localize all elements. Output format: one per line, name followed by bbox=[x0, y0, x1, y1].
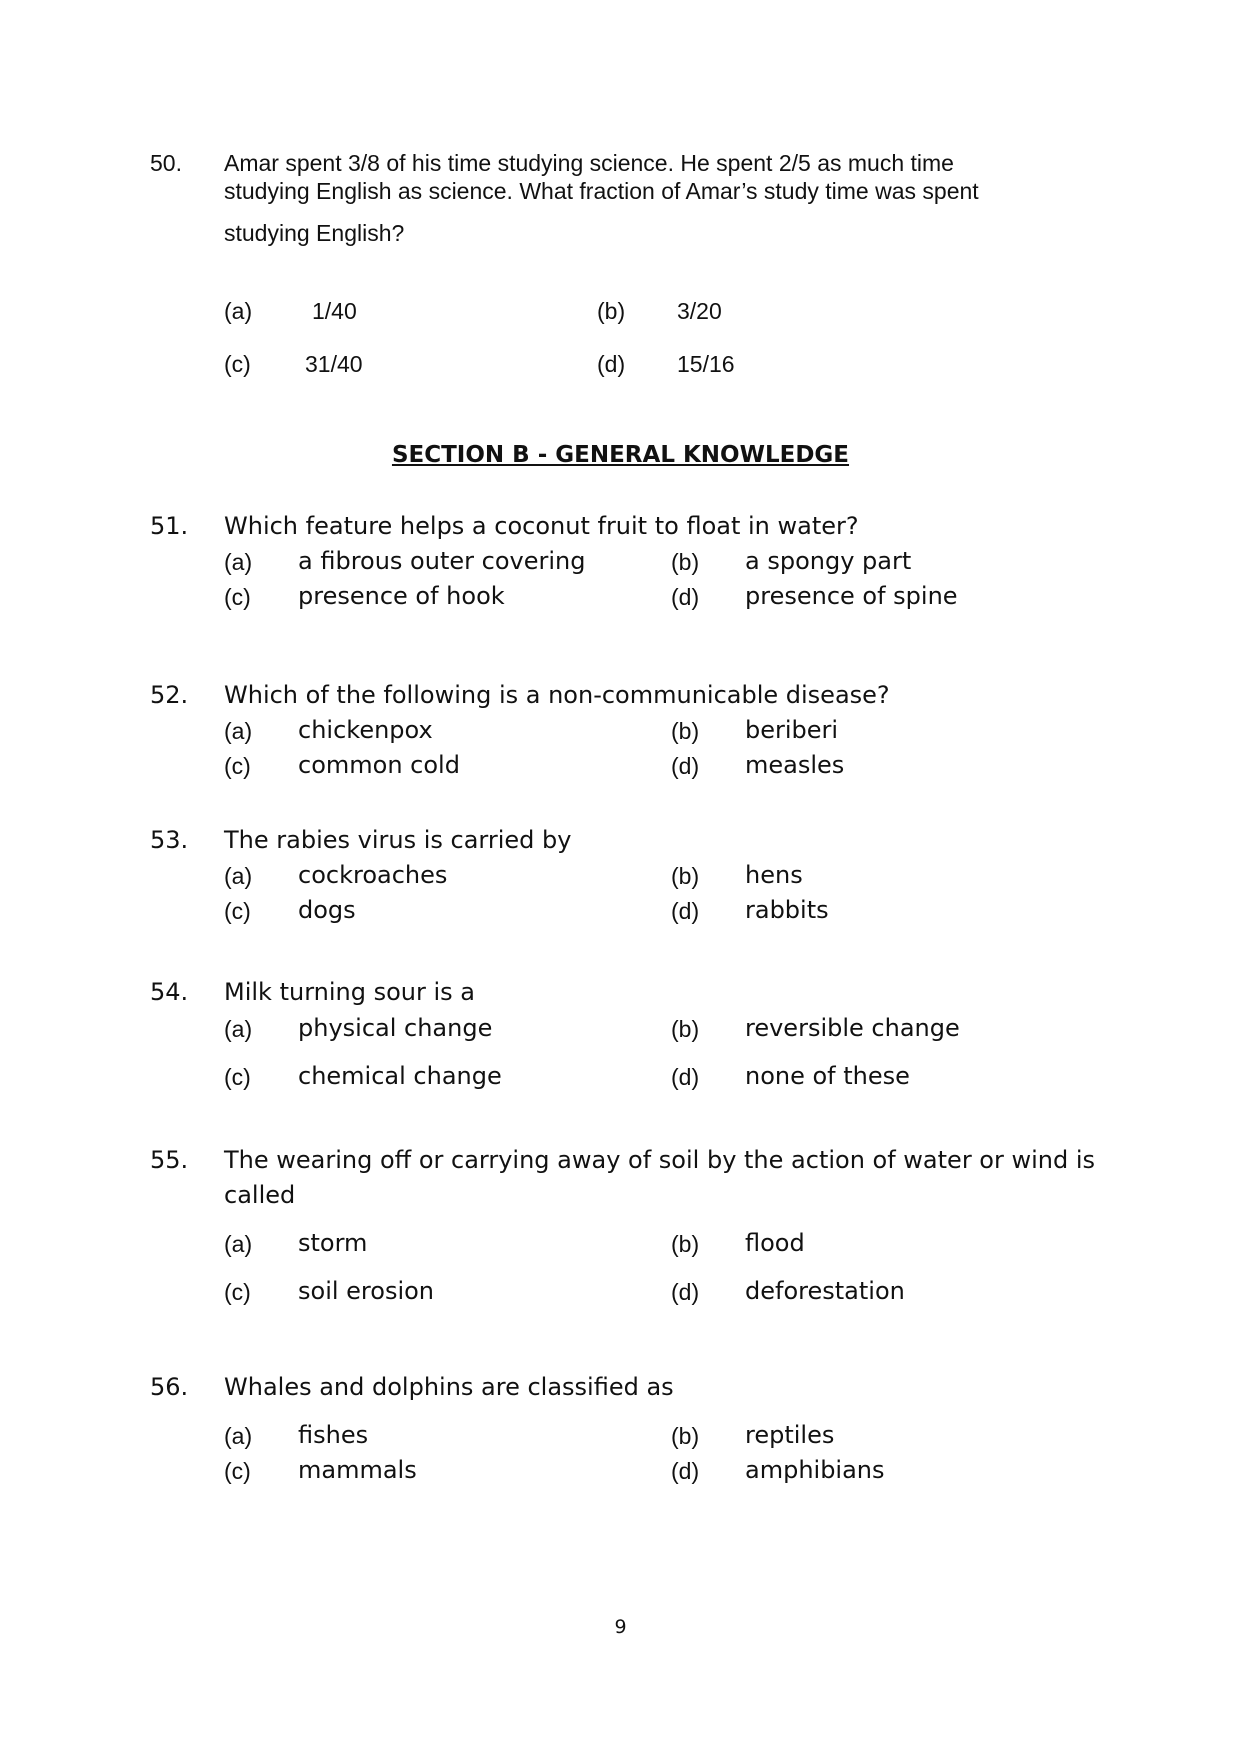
question-number: 51. bbox=[150, 512, 189, 540]
option-letter: (b) bbox=[671, 1423, 700, 1449]
question-text: The rabies virus is carried by bbox=[224, 826, 572, 854]
option-letter: (b) bbox=[671, 1016, 700, 1042]
option-text: presence of hook bbox=[298, 582, 505, 610]
question-number: 55. bbox=[150, 1146, 189, 1174]
option-letter: (b) bbox=[671, 718, 700, 744]
question-text: Whales and dolphins are classified as bbox=[224, 1373, 674, 1401]
option-text: a spongy part bbox=[745, 547, 912, 575]
question-text-line: studying English? bbox=[224, 220, 405, 246]
option-letter: (a) bbox=[224, 298, 253, 324]
option-letter: (c) bbox=[224, 753, 251, 779]
option-text: chemical change bbox=[298, 1062, 502, 1090]
option-text: reptiles bbox=[745, 1421, 835, 1449]
question-text-line: Amar spent 3/8 of his time studying science. He spent 2/5 as much time bbox=[224, 150, 954, 176]
option-text: reversible change bbox=[745, 1014, 960, 1042]
option-text: 3/20 bbox=[677, 298, 722, 324]
question-number: 52. bbox=[150, 681, 189, 709]
option-letter: (d) bbox=[671, 1279, 700, 1305]
option-letter: (b) bbox=[671, 1231, 700, 1257]
option-text: cockroaches bbox=[298, 861, 448, 889]
option-text: beriberi bbox=[745, 716, 839, 744]
option-text: fishes bbox=[298, 1421, 369, 1449]
option-text: 31/40 bbox=[305, 351, 363, 377]
option-letter: (d) bbox=[671, 898, 700, 924]
option-text: amphibians bbox=[745, 1456, 885, 1484]
option-letter: (d) bbox=[671, 1064, 700, 1090]
option-text: rabbits bbox=[745, 896, 829, 924]
option-text: storm bbox=[298, 1229, 368, 1257]
option-letter: (d) bbox=[671, 753, 700, 779]
option-letter: (c) bbox=[224, 1064, 251, 1090]
option-letter: (c) bbox=[224, 351, 251, 377]
option-letter: (d) bbox=[597, 351, 626, 377]
option-text: hens bbox=[745, 861, 803, 889]
question-text-line: studying English as science. What fraction of Amar’s study time was spent bbox=[224, 178, 979, 204]
option-text: physical change bbox=[298, 1014, 493, 1042]
option-letter: (a) bbox=[224, 1016, 253, 1042]
question-number: 53. bbox=[150, 826, 189, 854]
option-text: deforestation bbox=[745, 1277, 905, 1305]
question-text: Which feature helps a coconut fruit to float in water? bbox=[224, 512, 859, 540]
question-text-line: called bbox=[224, 1181, 296, 1209]
option-text: flood bbox=[745, 1229, 805, 1257]
question-number: 54. bbox=[150, 978, 189, 1006]
section-title: SECTION B - GENERAL KNOWLEDGE bbox=[391, 442, 850, 468]
option-letter: (c) bbox=[224, 1279, 251, 1305]
option-text: none of these bbox=[745, 1062, 910, 1090]
option-letter: (c) bbox=[224, 584, 251, 610]
option-letter: (c) bbox=[224, 898, 251, 924]
option-letter: (b) bbox=[671, 549, 700, 575]
option-text: dogs bbox=[298, 896, 356, 924]
option-letter: (a) bbox=[224, 718, 253, 744]
option-letter: (b) bbox=[597, 298, 626, 324]
option-text: mammals bbox=[298, 1456, 417, 1484]
option-letter: (a) bbox=[224, 549, 253, 575]
question-number: 56. bbox=[150, 1373, 189, 1401]
option-text: common cold bbox=[298, 751, 460, 779]
option-letter: (b) bbox=[671, 863, 700, 889]
option-letter: (d) bbox=[671, 584, 700, 610]
question-text: Which of the following is a non-communicable disease? bbox=[224, 681, 890, 709]
option-letter: (a) bbox=[224, 863, 253, 889]
question-number: 50. bbox=[150, 150, 182, 176]
option-text: a fibrous outer covering bbox=[298, 547, 586, 575]
option-letter: (a) bbox=[224, 1231, 253, 1257]
option-text: 1/40 bbox=[312, 298, 357, 324]
option-text: chickenpox bbox=[298, 716, 433, 744]
option-letter: (c) bbox=[224, 1458, 251, 1484]
option-text: soil erosion bbox=[298, 1277, 435, 1305]
question-text: Milk turning sour is a bbox=[224, 978, 475, 1006]
option-text: presence of spine bbox=[745, 582, 958, 610]
option-text: 15/16 bbox=[677, 351, 735, 377]
option-text: measles bbox=[745, 751, 845, 779]
option-letter: (d) bbox=[671, 1458, 700, 1484]
question-text-line: The wearing off or carrying away of soil by the action of water or wind is bbox=[224, 1146, 1096, 1174]
page-number: 9 bbox=[614, 1616, 627, 1638]
option-letter: (a) bbox=[224, 1423, 253, 1449]
